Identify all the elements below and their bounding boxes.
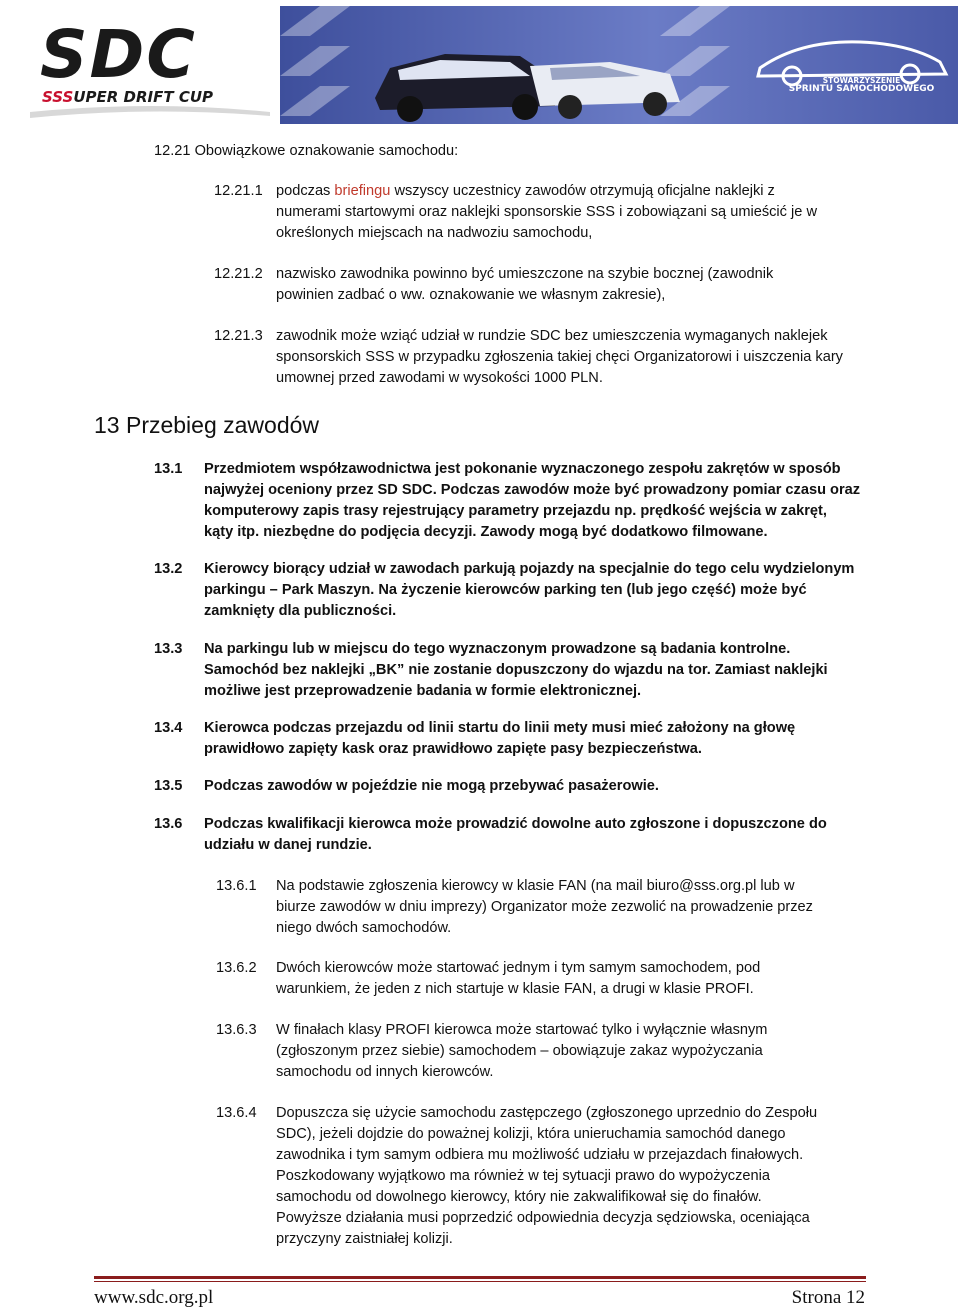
header-banner-image [280,6,958,124]
item-13-5-number: 13.5 [154,778,183,794]
item-13-2-line1: Kierowcy biorący udział w zawodach parkują pojazdy na specjalnie do tego celu wydzielonym [204,561,855,577]
banner-organization-line2: SPRINTU SAMOCHODOWEGO [788,84,935,94]
section-13-heading: 13 Przebieg zawodów [94,412,320,438]
item-13-4-number: 13.4 [154,720,183,736]
item-13-6-4-line2: SDC), jeżeli dojdzie do poważnej kolizji, która unieruchamia samochód danego [276,1126,786,1142]
sdc-logo [0,0,278,124]
logo-tagline [42,88,213,106]
logo-tagline-accent: SSS [42,88,74,106]
footer-rule [94,1276,866,1279]
item-12-21-2-number: 12.21.2 [214,266,263,282]
item-13-6-4-line3: zawodnika i tym samym odbiera mu możliwość udziału w przejazdach finałowych. [276,1147,804,1163]
banner-organization-line1: STOWARZYSZENIE [822,76,901,85]
item-13-6-4-line4: Poszkodowany wyjątkowo ma również w tej sytuacji prawo do wypożyczenia [276,1168,770,1184]
item-13-6-4-line5: samochodu od dowolnego kierowcy, który nie zakwalifikował się do finałów. [276,1189,762,1205]
logo-tagline-rest: UPER DRIFT CUP [73,88,214,106]
item-13-3-number: 13.3 [154,641,183,657]
item-12-21-1-line3: określonych miejscach na nadwoziu samochodu, [276,225,593,241]
item-13-6-1-line3: niego dwóch samochodów. [276,920,452,936]
item-13-3-line3: możliwe jest przeprowadzenie badania w formie elektronicznej. [204,683,642,699]
item-13-6-2-number: 13.6.2 [216,960,257,976]
item-13-1-number: 13.1 [154,461,183,477]
item-13-6-line1: Podczas kwalifikacji kierowca może prowadzić dowolne auto zgłoszone i dopuszczone do [204,816,827,832]
item-13-6-line2: udziału w danej rundzie. [204,837,372,853]
item-12-21-1-line1 [276,181,775,201]
item-13-6-4-line1: Dopuszcza się użycie samochodu zastępczego (zgłoszonego uprzednio do Zespołu [276,1105,818,1121]
item-13-4-line1: Kierowca podczas przejazdu od linii startu do linii mety musi mieć założony na głowę [204,720,796,736]
item-13-1-line1: Przedmiotem współzawodnictwa jest pokonanie wyznaczonego zespołu zakrętów w sposób [204,461,841,477]
banner-organization [774,76,949,94]
item-13-6-1-line2: biurze zawodów w dniu imprezy) Organizator może zezwolić na prowadzenie przez [276,899,813,915]
item-12-21-1-prefix: podczas [276,183,335,199]
item-13-6-3-number: 13.6.3 [216,1022,257,1038]
item-12-21-1-number: 12.21.1 [214,183,263,199]
item-13-1-line3: komputerowy zapis trasy rejestrujący parametry przejazdu np. prędkość wejścia w zakręt, [204,503,827,519]
logo-mark: SDC [40,16,197,93]
item-13-6-4-line7: przyczyny zaistniałej kolizji. [276,1231,453,1247]
item-13-4-line2: prawidłowo zapięty kask oraz prawidłowo zapięte pasy bezpieczeństwa. [204,741,702,757]
item-13-3-line1: Na parkingu lub w miejscu do tego wyznaczonym prowadzone są badania kontrolne. [204,641,791,657]
item-13-6-number: 13.6 [154,816,183,832]
item-13-6-4-number: 13.6.4 [216,1105,257,1121]
footer-url[interactable]: www.sdc.org.pl [94,1287,214,1308]
item-12-21-1-line1-rest: wszyscy uczestnicy zawodów otrzymują oficjalne naklejki z [394,183,775,199]
item-13-2-number: 13.2 [154,561,183,577]
footer-rule-thin [94,1281,866,1282]
item-13-6-1-number: 13.6.1 [216,878,257,894]
item-13-5-line1: Podczas zawodów w pojeździe nie mogą przebywać pasażerowie. [204,778,659,794]
item-13-6-4-line6: Powyższe działania musi poprzedzić odpowiednia decyzja sędziowska, oceniająca [276,1210,810,1226]
item-12-21-3-line1: zawodnik może wziąć udział w rundzie SDC bez umieszczenia wymaganych naklejek [276,328,828,344]
section-12-21-heading: 12.21 Obowiązkowe oznakowanie samochodu: [154,143,459,159]
item-13-6-3-line1: W finałach klasy PROFI kierowca może startować tylko i wyłącznie własnym [276,1022,768,1038]
item-13-3-line2: Samochód bez naklejki „BK” nie zostanie dopuszczony do wjazdu na tor. Zamiast naklejki [204,662,828,678]
item-13-2-line3: zamknięty dla publiczności. [204,603,397,619]
item-12-21-2-line2: powinien zadbać o ww. oznakowanie we własnym zakresie), [276,287,666,303]
item-12-21-2-line1: nazwisko zawodnika powinno być umieszczone na szybie bocznej (zawodnik [276,266,774,282]
item-13-1-line2: najwyżej oceniony przez SD SDC. Podczas zawodów może być prowadzony pomiar czasu oraz [204,482,861,498]
footer-page-number: Strona 12 [791,1287,865,1308]
item-13-6-3-line3: samochodu od innych kierowców. [276,1064,494,1080]
page-header [0,0,960,124]
item-12-21-3-line2: sponsorskich SSS w przypadku zgłoszenia takiej chęci Organizatorowi i uiszczenia kary [276,349,843,365]
item-13-6-3-line2: (zgłoszonym przez siebie) samochodem – obowiązuje zakaz wypożyczania [276,1043,763,1059]
item-13-6-2-line2: warunkiem, że jeden z nich startuje w klasie FAN, a drugi w klasie PROFI. [276,981,754,997]
item-13-6-1-line1: Na podstawie zgłoszenia kierowcy w klasie FAN (na mail biuro@sss.org.pl lub w [276,878,795,894]
item-12-21-1-line2: numerami startowymi oraz naklejki sponsorskie SSS i zobowiązani są umieścić je w [276,204,817,220]
item-12-21-3-line3: umownej przed zawodami w wysokości 1000 PLN. [276,370,603,386]
briefing-highlight: briefingu [334,183,391,199]
item-13-6-2-line1: Dwóch kierowców może startować jednym i tym samym samochodem, pod [276,960,761,976]
item-13-1-line4: kąty itp. niezbędne do podjęcia decyzji. Zawody mogą być dodatkowo filmowane. [204,524,768,540]
item-13-2-line2: parkingu – Park Maszyn. Na życzenie kierowców parking ten (lub jego część) może być [204,582,807,598]
item-12-21-3-number: 12.21.3 [214,328,263,344]
